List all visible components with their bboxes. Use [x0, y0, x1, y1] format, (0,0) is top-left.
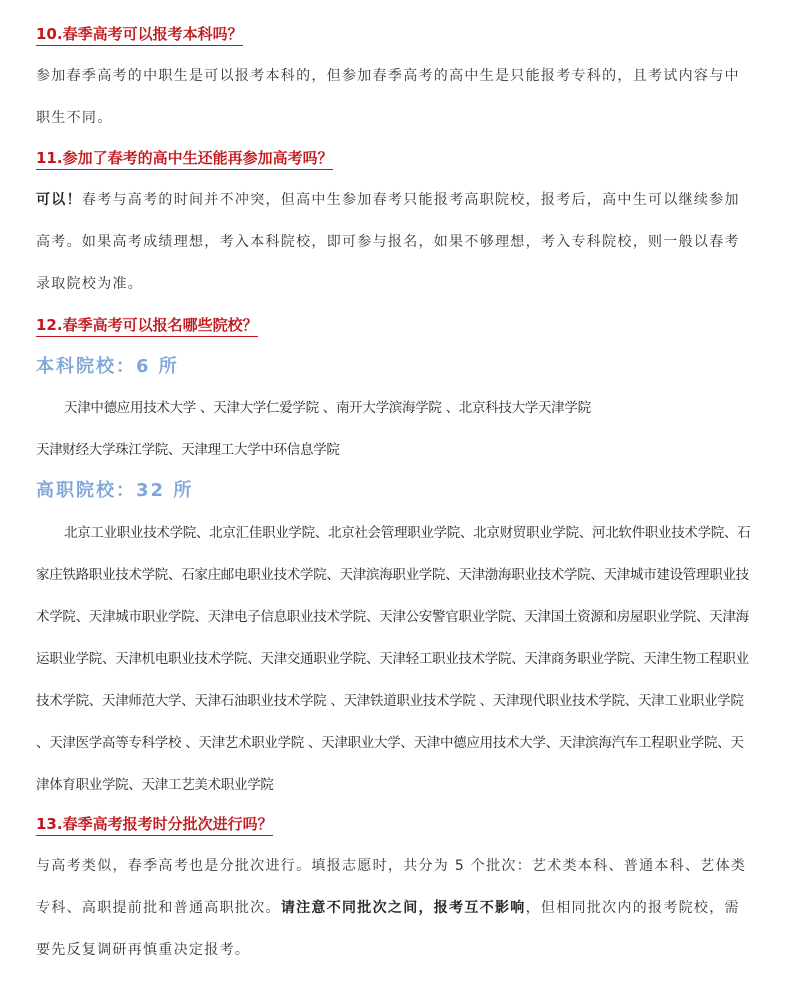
undergrad-schools-line-2: 天津财经大学珠江学院、天津理工大学中环信息学院	[36, 442, 340, 458]
undergrad-section-title: 本科院校：6 所	[36, 356, 179, 377]
vocational-section-title: 高职院校：32 所	[36, 480, 194, 501]
question-11-answer-text: 春考与高考的时间并不冲突，但高中生参加春考只能报考高职院校，报考后，高中生可以继续参加高考。如果高考成绩理想，考入本科院校，即可参与报名，如果不够理想，考入专科院校，则一般以春考录取院校为准。	[36, 192, 740, 292]
vocational-schools-list: 北京工业职业技术学院、北京汇佳职业学院、北京社会管理职业学院、北京财贸职业学院、河北软件职业技术学院、石家庄铁路职业技术学院、石家庄邮电职业技术学院、天津滨海职业学院、天津渤海职业技术学院、天津城市建设管理职业技术学院、天津城市职业学院、天津电子信息职业技术学院、天津公安警官职业学院、天津国土资源和房屋职业学院、天津海运职业学院、天津机电职业技术学院、天津交通职业学院、天津轻工职业技术学院、天津商务职业学院、天津生物工程职业技术学院、天津师范大学、天津石油职业技术学院 、天津铁道职业技术学院 、天津现代职业技术学院、天津工业职业学院 、天津医学高等专科学校 、天津艺术职业学院 、天津职业大学、天津中德应用技术大学、天津滨海汽车工程职业学院、天津体育职业学院、天津工艺美术职业学院	[36, 525, 751, 793]
question-12-heading: 12.春季高考可以报名哪些院校？	[36, 315, 258, 337]
question-13-heading: 13.春季高考报考时分批次进行吗？	[36, 814, 273, 836]
question-13-answer-text-a: 与高考类似，春季高考也是分批次进行。填报志愿时，共分为 5 个批次：艺术类本科、普通本科、艺体类专科、高职提前批和普通高职批次。	[36, 858, 747, 916]
question-11-heading: 11.参加了春考的高中生还能再参加高考吗？	[36, 148, 333, 170]
question-13-emphasis: 请注意不同批次之间，报考互不影响	[280, 900, 526, 916]
question-10-answer: 参加春季高考的中职生是可以报考本科的，但参加春季高考的高中生是只能报考专科的，且考试内容与中职生不同。	[36, 68, 740, 126]
question-10-heading: 10.春季高考可以报考本科吗？	[36, 24, 243, 46]
undergrad-schools-line-1: 天津中德应用技术大学 、天津大学仁爱学院 、南开大学滨海学院 、北京科技大学天津学院	[64, 400, 591, 416]
question-11-answer	[36, 179, 754, 305]
question-13-answer-text-b: ，但相同批次内的报考院校，需要先反复调研再慎重决定报考。	[36, 900, 740, 958]
question-11-emphasis: 可以！	[36, 192, 82, 208]
question-13-answer	[36, 845, 754, 971]
